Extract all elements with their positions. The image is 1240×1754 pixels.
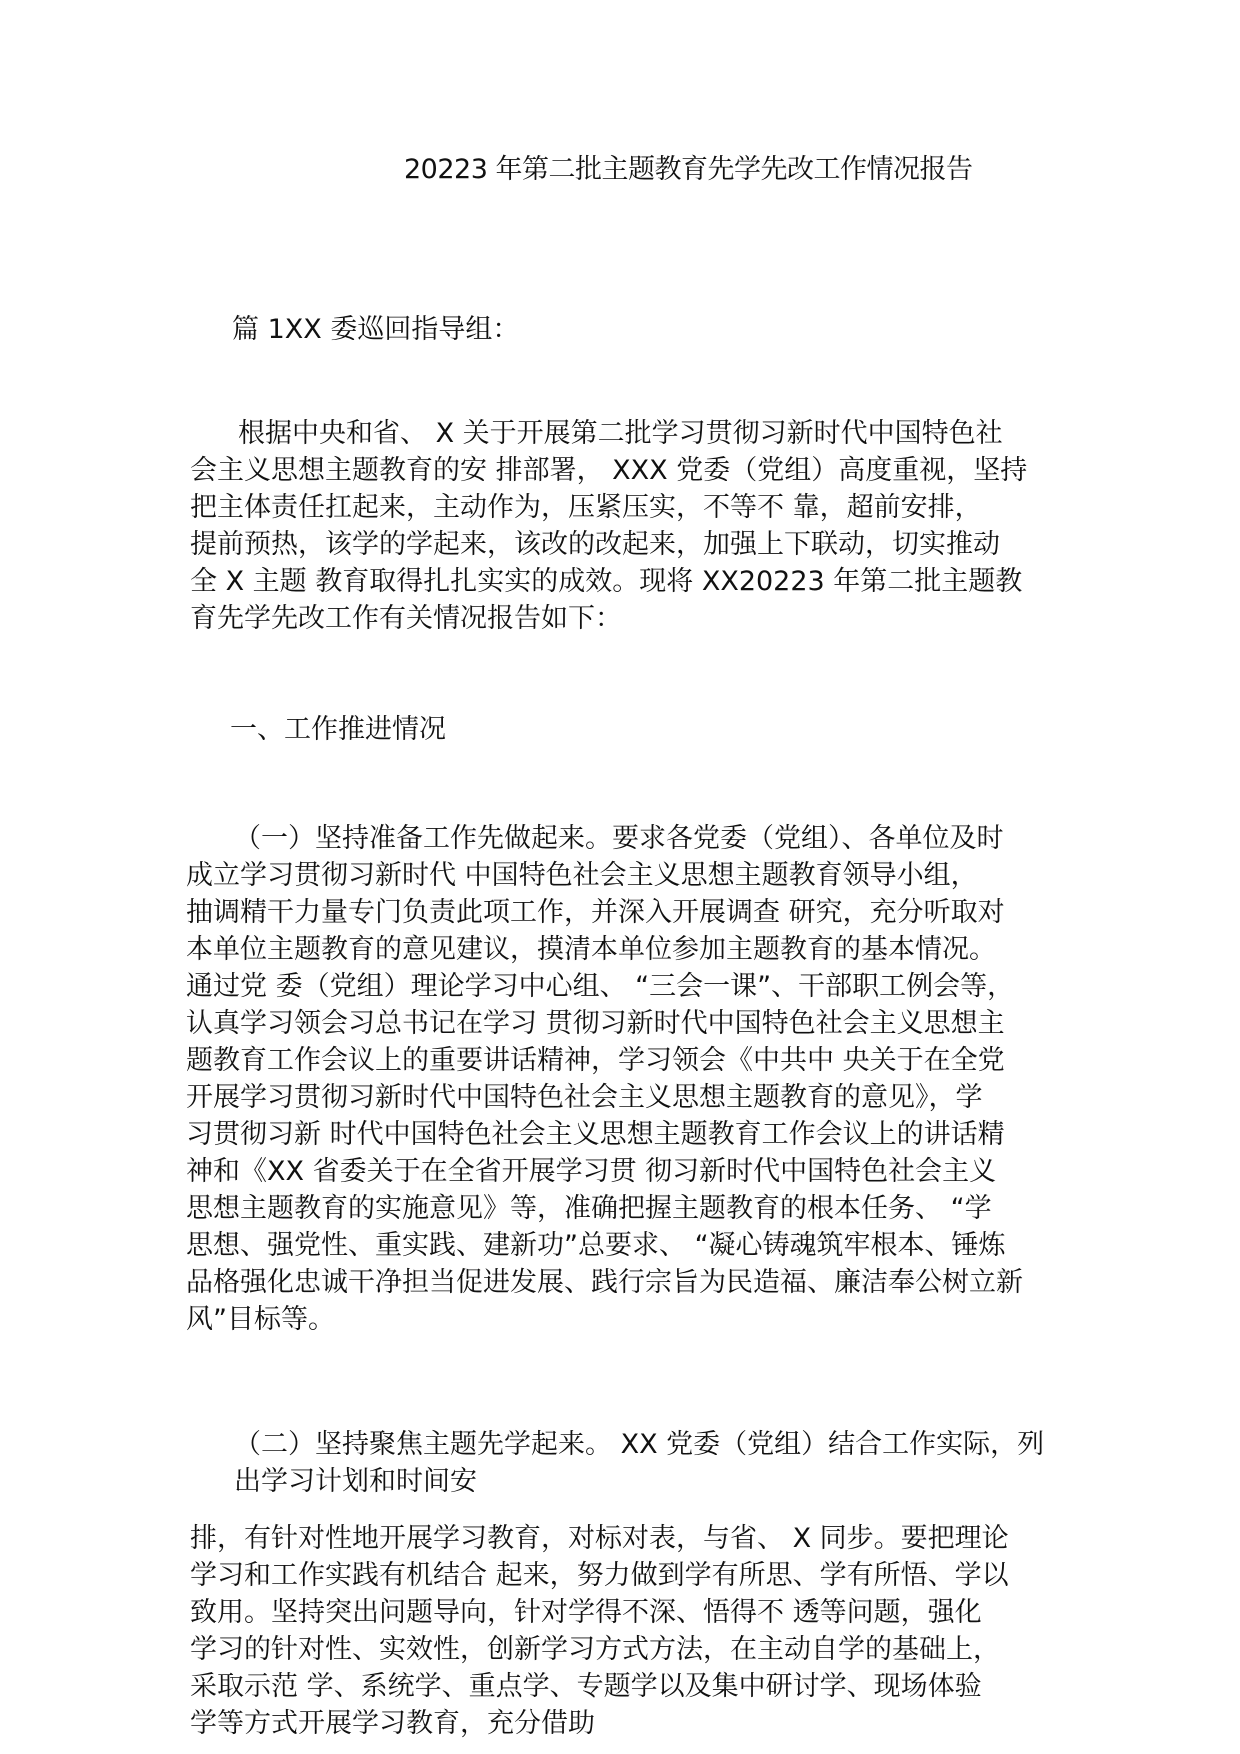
paragraph-line: 学等方式开展学习教育，充分借助 xyxy=(190,1708,595,1739)
paragraph-line: 会主义思想主题教育的安 排部署， XXX 党委（党组）高度重视，坚持 xyxy=(190,455,1028,486)
paragraph-line: 风”目标等。 xyxy=(186,1304,335,1335)
paragraph-line: 出学习计划和时间安 xyxy=(234,1466,477,1497)
paragraph-line: 采取示范 学、系统学、重点学、专题学以及集中研讨学、现场体验 xyxy=(190,1671,982,1702)
paragraph-line: 品格强化忠诚干净担当促进发展、践行宗旨为民造福、廉洁奉公树立新 xyxy=(186,1267,1023,1298)
paragraph-line: 认真学习领会习总书记在学习 贯彻习新时代中国特色社会主义思想主 xyxy=(186,1008,1005,1039)
paragraph-line: 习贯彻习新 时代中国特色社会主义思想主题教育工作会议上的讲话精 xyxy=(186,1119,1005,1150)
paragraph-line: 抽调精干力量专门负责此项工作，并深入开展调查 研究，充分听取对 xyxy=(186,897,1005,928)
paragraph-line: （一）坚持准备工作先做起来。要求各党委（党组）、各单位及时 xyxy=(234,823,1004,854)
paragraph-preparation xyxy=(186,820,1054,1338)
salutation: 篇 1XX 委巡回指导组： xyxy=(232,314,520,345)
document-title: 20223 年第二批主题教育先学先改工作情况报告 xyxy=(404,154,973,185)
paragraph-line: 学习的针对性、实效性，创新学习方式方法，在主动自学的基础上， xyxy=(190,1634,1000,1665)
paragraph-line: 把主体责任扛起来，主动作为，压紧压实，不等不 靠，超前安排， xyxy=(190,492,982,523)
paragraph-line: 思想主题教育的实施意见》等，准确把握主题教育的根本任务、 “学 xyxy=(186,1193,992,1224)
paragraph-line: 神和《XX 省委关于在全省开展学习贯 彻习新时代中国特色社会主义 xyxy=(186,1156,997,1187)
paragraph-focus-heading xyxy=(186,1426,1054,1500)
paragraph-line: 开展学习贯彻习新时代中国特色社会主义思想主题教育的意见》，学 xyxy=(186,1082,983,1113)
paragraph-line: 育先学先改工作有关情况报告如下： xyxy=(190,603,622,634)
paragraph-focus-body xyxy=(190,1520,1058,1742)
paragraph-line: 题教育工作会议上的重要讲话精神，学习领会《中共中 央关于在全党 xyxy=(186,1045,1005,1076)
paragraph-line: 成立学习贯彻习新时代 中国特色社会主义思想主题教育领导小组， xyxy=(186,860,978,891)
paragraph-line: 根据中央和省、 X 关于开展第二批学习贯彻习新时代中国特色社 xyxy=(238,418,1003,449)
paragraph-line: 学习和工作实践有机结合 起来，努力做到学有所思、学有所悟、学以 xyxy=(190,1560,1009,1591)
paragraph-line: 通过党 委（党组）理论学习中心组、 “三会一课”、干部职工例会等， xyxy=(186,971,1015,1002)
paragraph-line: 全 X 主题 教育取得扎扎实实的成效。现将 XX20223 年第二批主题教 xyxy=(190,566,1023,597)
paragraph-line: 本单位主题教育的意见建议，摸清本单位参加主题教育的基本情况。 xyxy=(186,934,996,965)
paragraph-line: 提前预热，该学的学起来，该改的改起来，加强上下联动，切实推动 xyxy=(190,529,1000,560)
paragraph-intro xyxy=(190,415,1058,637)
paragraph-line: 思想、强党性、重实践、建新功”总要求、 “凝心铸魂筑牢根本、锤炼 xyxy=(186,1230,1006,1261)
paragraph-line: 致用。坚持突出问题导向，针对学得不深、悟得不 透等问题，强化 xyxy=(190,1597,982,1628)
paragraph-line: （二）坚持聚焦主题先学起来。 XX 党委（党组）结合工作实际，列 xyxy=(234,1429,1045,1460)
section-heading: 一、工作推进情况 xyxy=(230,714,446,745)
paragraph-line: 排，有针对性地开展学习教育，对标对表，与省、 X 同步。要把理论 xyxy=(190,1523,1009,1554)
